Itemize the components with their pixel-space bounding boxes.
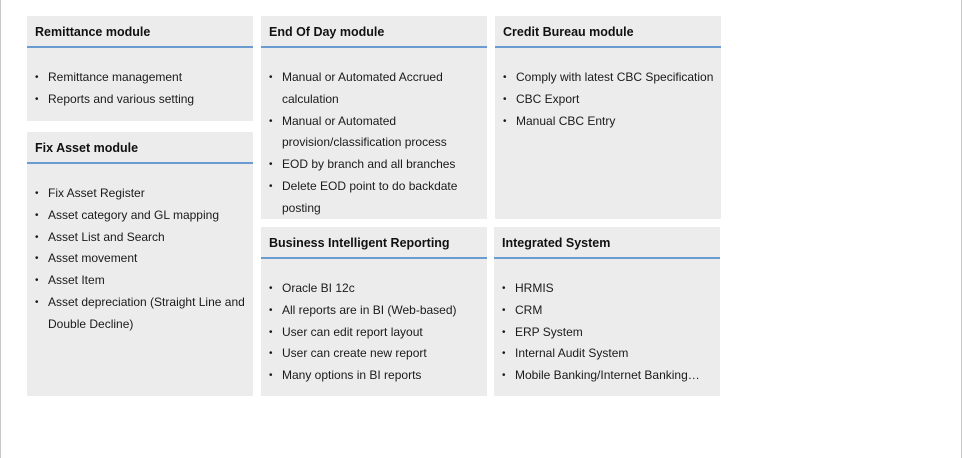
feature-list — [269, 278, 483, 387]
feature-list — [269, 67, 483, 220]
title-divider — [261, 257, 487, 259]
list-item: • Reports and various setting — [35, 89, 249, 111]
card-title: Business Intelligent Reporting — [269, 236, 450, 250]
list-item: • All reports are in BI (Web-based) — [269, 300, 483, 322]
list-item: • Asset category and GL mapping — [35, 205, 249, 227]
list-item: • Manual or Automated provision/classification process — [269, 111, 483, 155]
list-item: • Internal Audit System — [502, 343, 716, 365]
list-item: • ERP System — [502, 322, 716, 344]
list-item: • Oracle BI 12c — [269, 278, 483, 300]
list-item: • Asset depreciation (Straight Line and Double Decline) — [35, 292, 249, 336]
integrated-system-card — [494, 227, 720, 396]
list-item: • HRMIS — [502, 278, 716, 300]
list-item: • CBC Export — [503, 89, 717, 111]
page-border-right — [961, 0, 962, 458]
page-border-left — [0, 0, 1, 458]
list-item: • Delete EOD point to do backdate posting — [269, 176, 483, 220]
list-item: • Asset movement — [35, 248, 249, 270]
list-item: • Remittance management — [35, 67, 249, 89]
card-title: Integrated System — [502, 236, 611, 250]
business-intelligent-reporting-card — [261, 227, 487, 396]
list-item: • Mobile Banking/Internet Banking… — [502, 365, 716, 387]
title-divider — [495, 46, 721, 48]
list-item: • Comply with latest CBC Specification — [503, 67, 717, 89]
card-title: Remittance module — [35, 25, 151, 39]
remittance-module-card — [27, 16, 253, 121]
feature-list — [502, 278, 716, 387]
feature-list — [35, 67, 249, 111]
list-item: • User can create new report — [269, 343, 483, 365]
credit-bureau-module-card — [495, 16, 721, 219]
title-divider — [261, 46, 487, 48]
card-title: End Of Day module — [269, 25, 385, 39]
list-item: • CRM — [502, 300, 716, 322]
list-item: • Fix Asset Register — [35, 183, 249, 205]
feature-list — [35, 183, 249, 336]
title-divider — [494, 257, 720, 259]
list-item: • Many options in BI reports — [269, 365, 483, 387]
title-divider — [27, 46, 253, 48]
end-of-day-module-card — [261, 16, 487, 219]
list-item: • Manual CBC Entry — [503, 111, 717, 133]
card-title: Credit Bureau module — [503, 25, 634, 39]
feature-list — [503, 67, 717, 132]
list-item: • Asset Item — [35, 270, 249, 292]
list-item: • EOD by branch and all branches — [269, 154, 483, 176]
fix-asset-module-card — [27, 132, 253, 396]
list-item: • Asset List and Search — [35, 227, 249, 249]
title-divider — [27, 162, 253, 164]
list-item: • User can edit report layout — [269, 322, 483, 344]
card-title: Fix Asset module — [35, 141, 139, 155]
list-item: • Manual or Automated Accrued calculation — [269, 67, 483, 111]
